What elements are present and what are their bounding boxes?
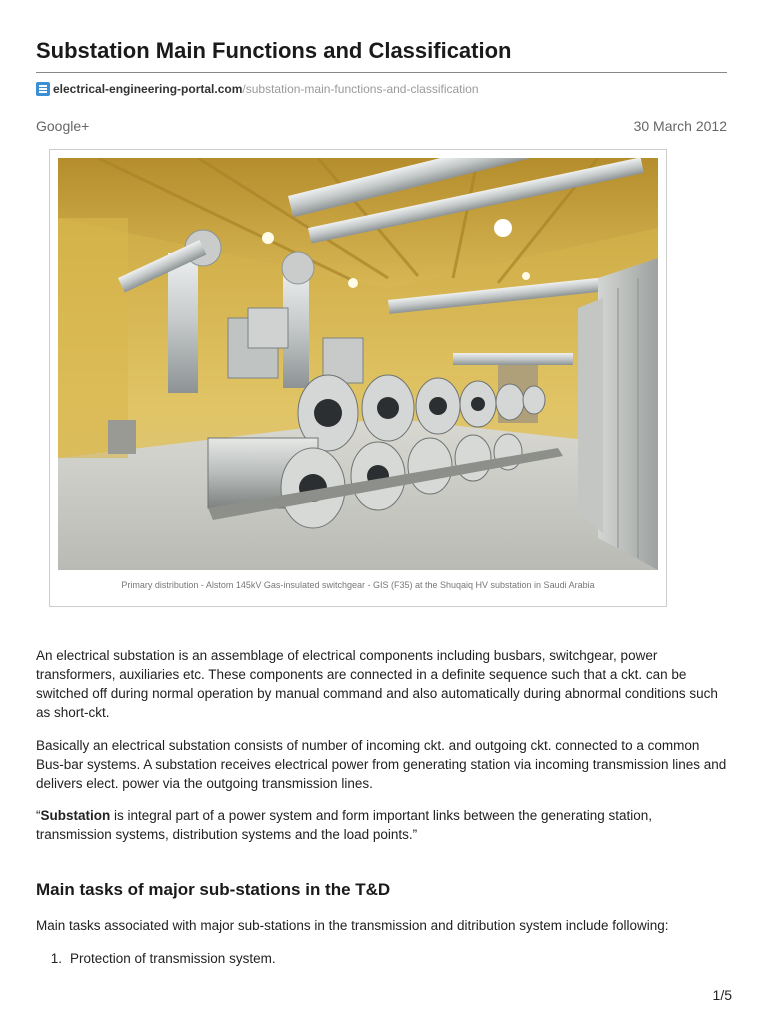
list-item — [36, 951, 276, 966]
task-list — [36, 951, 276, 966]
source-domain[interactable]: electrical-engineering-portal.com — [53, 82, 243, 96]
page-number: 1/5 — [712, 987, 732, 1003]
page-title: Substation Main Functions and Classification — [36, 38, 512, 63]
publish-date: 30 March 2012 — [633, 118, 727, 134]
list-number: 1. — [50, 951, 62, 966]
paragraph: An electrical substation is an assemblage of electrical components including busbars, switchgear, power transformers, auxiliaries etc. These components are connected in a definite sequence such that a ckt. can be switched off during normal operation by manual command and also automatically during abnormal conditions such as short-ckt. — [36, 648, 718, 720]
quote-paragraph — [36, 806, 727, 844]
section-heading: Main tasks of major sub-stations in the T&D — [36, 880, 391, 899]
source-path[interactable]: /substation-main-functions-and-classification — [242, 82, 479, 96]
section-intro: Main tasks associated with major sub-stations in the transmission and ditribution system include following: — [36, 918, 669, 933]
open-quote: “ — [36, 808, 41, 823]
figure — [49, 149, 667, 607]
switchgear-photo — [58, 158, 658, 570]
figure-caption: Primary distribution - Alstom 145kV Gas-insulated switchgear - GIS (F35) at the Shuqaiq HV substation in Saudi Arabia — [121, 580, 595, 590]
bold-term: Substation — [40, 808, 111, 823]
list-text: Protection of transmission system. — [70, 951, 276, 966]
meta-row — [36, 118, 727, 134]
document-icon — [36, 82, 50, 96]
title-divider — [36, 72, 727, 73]
share-label[interactable]: Google+ — [36, 118, 90, 134]
source-link[interactable] — [36, 82, 479, 96]
paragraph: Basically an electrical substation consists of number of incoming ckt. and outgoing ckt. connected to a common Bus-bar systems. A substation receives electrical power from generating station via incoming transmission lines and delivers elect. power via the outgoing transmission lines. — [36, 738, 727, 791]
quote-text: is integral part of a power system and form important links between the generating station, transmission systems, distribution systems and the load points.” — [36, 808, 653, 842]
